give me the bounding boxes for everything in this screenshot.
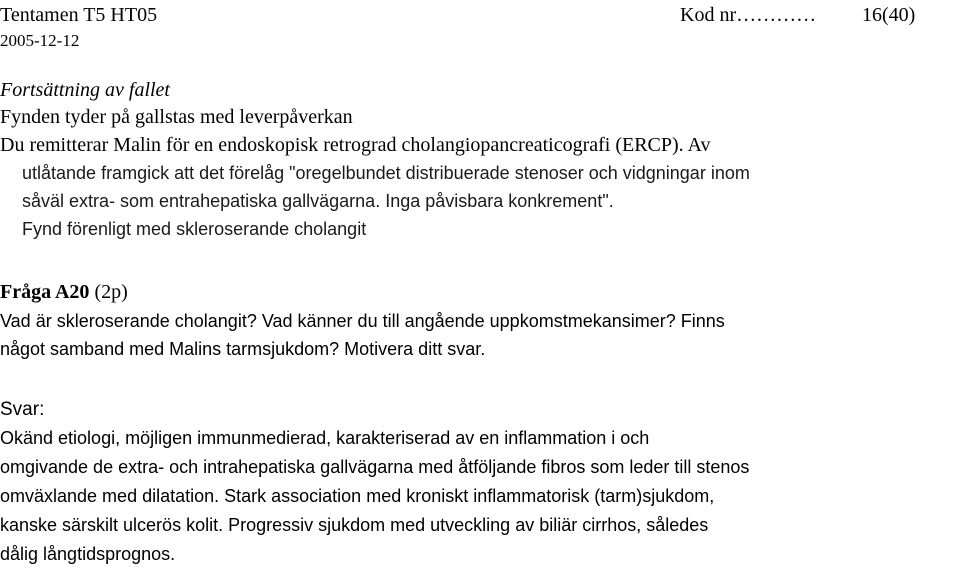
question-label: Fråga A20 xyxy=(0,281,90,303)
answer-text xyxy=(0,424,749,569)
referral-line: Du remitterar Malin för en endoskopisk retrograd cholangiopancreaticografi (ERCP). Av xyxy=(0,134,711,156)
exam-title: Tentamen T5 HT05 xyxy=(0,4,158,26)
answer-line: Okänd etiologi, möjligen immunmedierad, karakteriserad av en inflammation i och xyxy=(0,428,650,448)
code-number-field: Kod nr………… xyxy=(680,4,817,26)
exam-date: 2005-12-12 xyxy=(0,31,80,50)
question-heading xyxy=(0,278,128,306)
answer-line: kanske särskilt ulcerös kolit. Progressiv sjukdom med utveckling av biliär cirrhos, således xyxy=(0,515,709,535)
question-text xyxy=(0,307,725,363)
ercp-result-block xyxy=(22,159,750,243)
answer-line: omgivande de extra- och intrahepatiska gallvägarna med åtföljande fibros som leder till stenos xyxy=(0,457,750,477)
ercp-result-line: Fynd förenligt med skleroserande cholangit xyxy=(22,219,367,239)
ercp-result-line: utlåtande framgick att det förelåg "oregelbundet distribuerade stenoser och vidgningar inom xyxy=(22,163,750,183)
answer-line: dålig långtidsprognos. xyxy=(0,544,176,564)
answer-line: omväxlande med dilatation. Stark association med kroniskt inflammatorisk (tarm)sjukdom, xyxy=(0,486,715,506)
section-heading: Fortsättning av fallet xyxy=(0,79,170,101)
finding-line: Fynden tyder på gallstas med leverpåverkan xyxy=(0,106,353,128)
question-points: (2p) xyxy=(94,281,128,303)
question-line: Vad är skleroserande cholangit? Vad känner du till angående uppkomstmekansimer? Finns xyxy=(0,311,725,331)
page-number: 16(40) xyxy=(862,4,916,26)
answer-label: Svar: xyxy=(0,399,45,420)
ercp-result-line: såväl extra- som entrahepatiska gallvägarna. Inga påvisbara konkrement". xyxy=(22,191,614,211)
question-line: något samband med Malins tarmsjukdom? Motivera ditt svar. xyxy=(0,339,486,359)
